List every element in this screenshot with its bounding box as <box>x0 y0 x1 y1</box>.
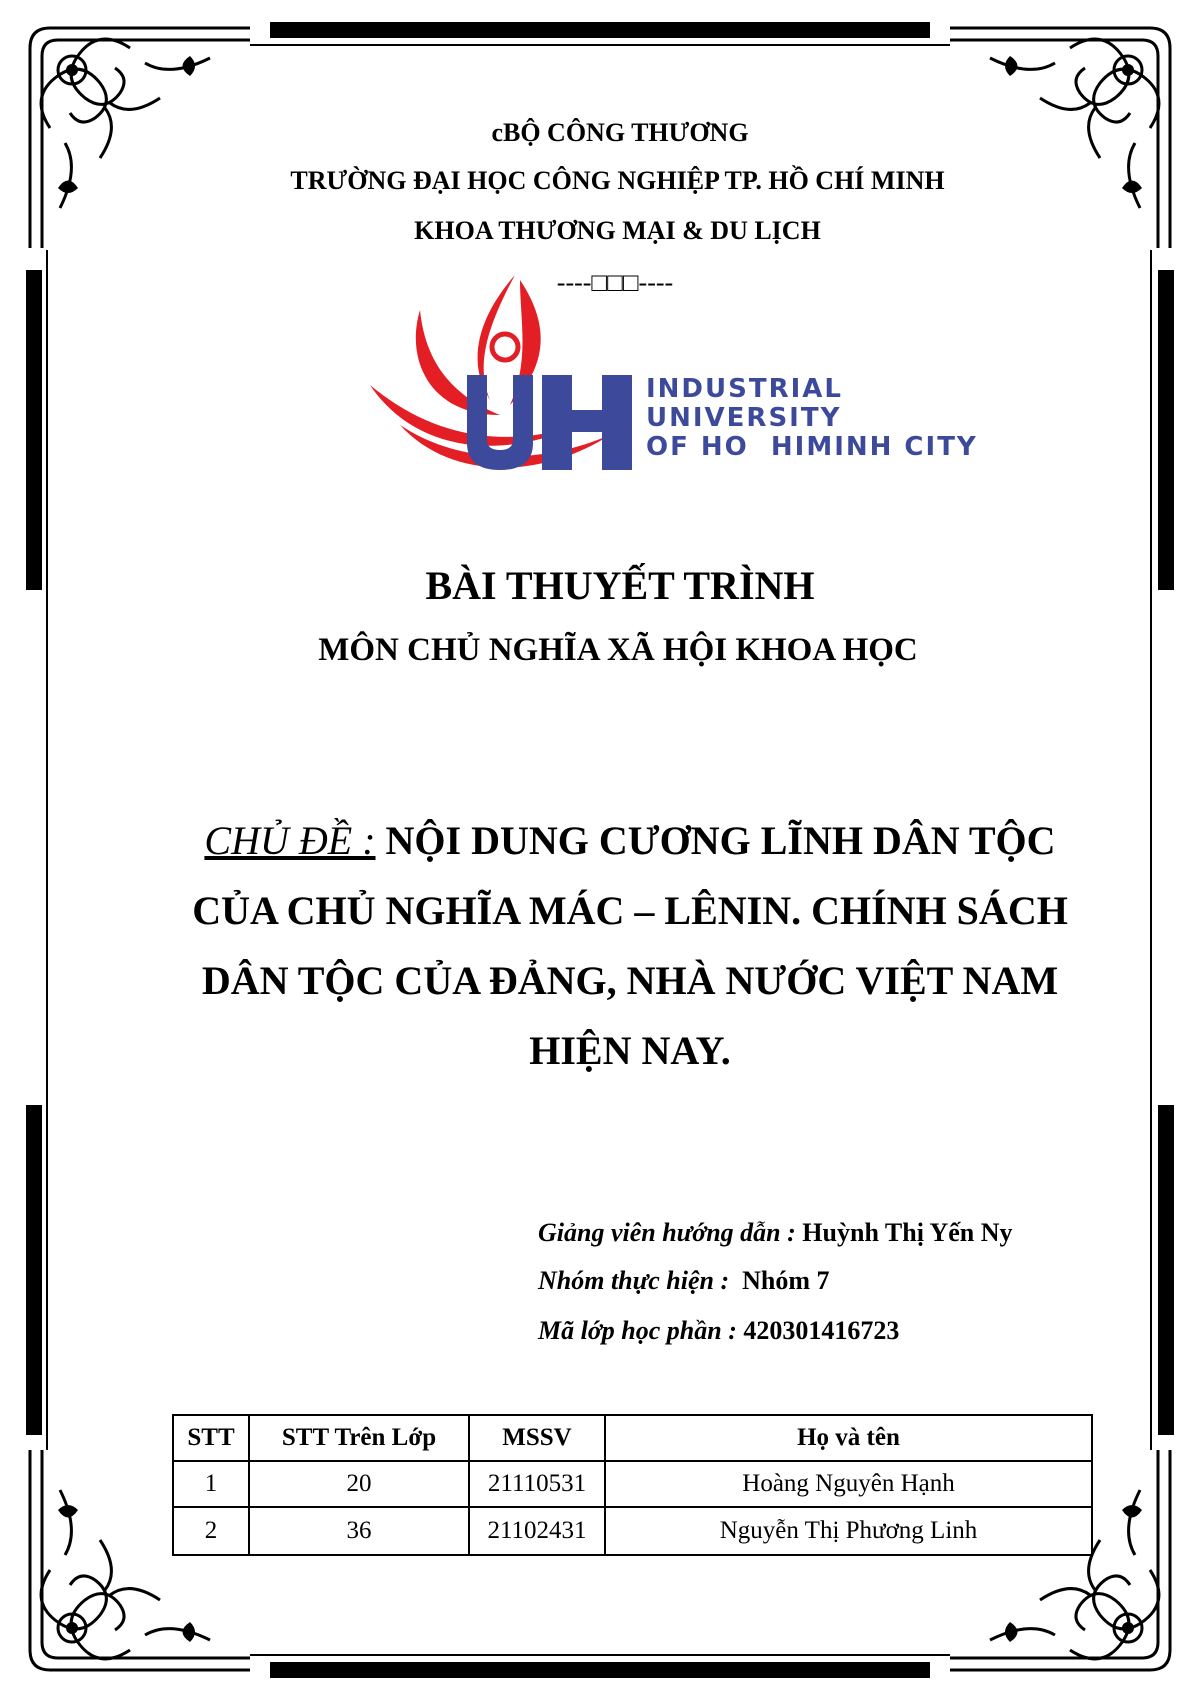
table-row <box>173 1461 1092 1507</box>
border-right-bar-upper <box>1158 270 1174 590</box>
border-top-line <box>250 44 950 46</box>
border-left-bar-upper <box>26 270 42 590</box>
university-name: TRƯỜNG ĐẠI HỌC CÔNG NGHIỆP TP. HỒ CHÍ MINH <box>290 166 945 195</box>
lecturer-value: Huỳnh Thị Yến Ny <box>802 1218 1013 1247</box>
subject-name: MÔN CHỦ NGHĨA XÃ HỘI KHOA HỌC <box>318 632 918 668</box>
university-logo <box>370 265 978 475</box>
logo-text-line3: OF HO HIMINH CITY <box>646 432 978 462</box>
logo-letter-u <box>467 375 533 470</box>
logo-h-bar <box>542 410 632 432</box>
col-header-mssv: MSSV <box>469 1415 605 1461</box>
cell-stt: 2 <box>173 1507 249 1555</box>
cell-mssv: 21102431 <box>469 1507 605 1555</box>
cell-fullname: Hoàng Nguyên Hạnh <box>605 1461 1092 1507</box>
cell-fullname: Nguyễn Thị Phương Linh <box>605 1507 1092 1555</box>
border-bottom-bar <box>270 1662 930 1678</box>
topic-label: CHỦ ĐỀ : <box>204 818 376 863</box>
logo-text-line2: UNIVERSITY <box>646 403 842 433</box>
class-code-row <box>538 1316 899 1346</box>
class-code-label: Mã lớp học phần : <box>538 1316 737 1345</box>
lecturer-row <box>538 1218 1013 1248</box>
group-value: Nhóm 7 <box>742 1266 830 1295</box>
col-header-class-stt: STT Trên Lớp <box>249 1415 469 1461</box>
class-code-value: 420301416723 <box>743 1316 900 1345</box>
cell-stt: 1 <box>173 1461 249 1507</box>
group-label: Nhóm thực hiện : <box>538 1266 730 1295</box>
presentation-title: BÀI THUYẾT TRÌNH <box>425 563 815 608</box>
group-row <box>538 1266 830 1296</box>
members-table <box>172 1414 1093 1556</box>
border-top-bar <box>270 22 930 38</box>
cell-class-stt: 36 <box>249 1507 469 1555</box>
border-right-bar-lower <box>1158 1105 1174 1435</box>
topic-block <box>170 806 1090 1086</box>
header-separator: ----□□□---- <box>556 268 674 297</box>
logo-text-line1: INDUSTRIAL <box>646 374 843 404</box>
lecturer-label: Giảng viên hướng dẫn : <box>538 1218 796 1247</box>
border-bottom-line <box>250 1654 950 1656</box>
cell-mssv: 21110531 <box>469 1461 605 1507</box>
border-left-bar-lower <box>26 1105 42 1435</box>
topic-line-2: CỦA CHỦ NGHĨA MÁC – LÊNIN. CHÍNH SÁCH <box>192 888 1068 933</box>
topic-line-4: HIỆN NAY. <box>529 1028 731 1073</box>
border-right-line <box>1150 250 1152 1450</box>
faculty-name: KHOA THƯƠNG MẠI & DU LỊCH <box>414 216 821 245</box>
topic-line-3: DÂN TỘC CỦA ĐẢNG, NHÀ NƯỚC VIỆT NAM <box>201 958 1059 1003</box>
col-header-stt: STT <box>173 1415 249 1461</box>
border-left-line <box>46 250 48 1450</box>
table-row <box>173 1507 1092 1555</box>
logo-gear <box>492 334 518 360</box>
col-header-fullname: Họ và tên <box>605 1415 1092 1461</box>
topic-line-1: NỘI DUNG CƯƠNG LĨNH DÂN TỘC <box>385 818 1056 863</box>
table-header-row <box>173 1415 1092 1461</box>
cell-class-stt: 20 <box>249 1461 469 1507</box>
ministry-name: cBỘ CÔNG THƯƠNG <box>491 118 749 147</box>
